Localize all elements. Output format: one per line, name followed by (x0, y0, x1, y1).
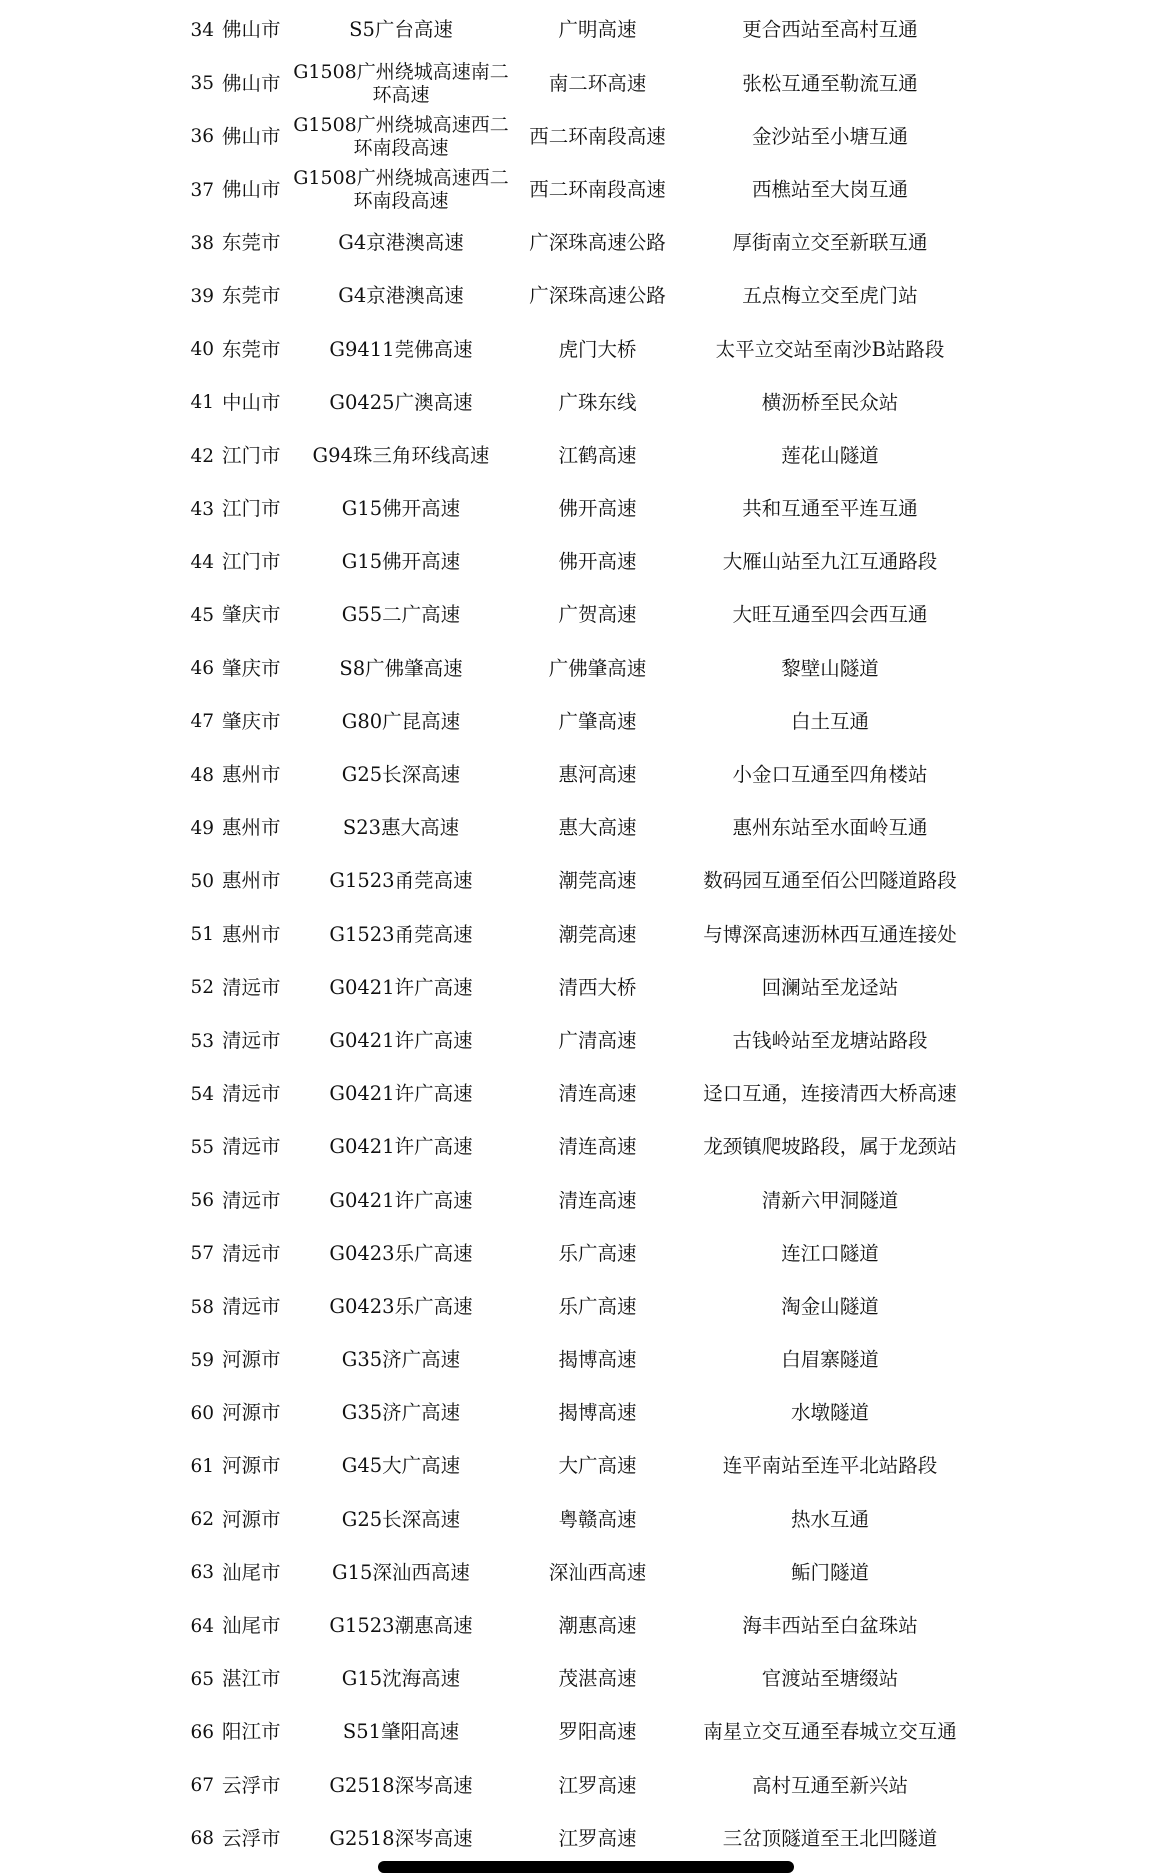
row-number: 59 (190, 1349, 214, 1371)
row-city: 云浮市 (222, 1826, 281, 1850)
row-city: 河源市 (222, 1507, 281, 1531)
row-location: 迳口互通，连接清西大桥高速 (703, 1082, 957, 1106)
row-number: 53 (190, 1030, 214, 1052)
row-city: 清远市 (222, 1188, 281, 1212)
table-row (0, 749, 1170, 802)
table-row (0, 1387, 1170, 1440)
table-row (0, 1121, 1170, 1174)
row-highway: G0421许广高速 (329, 1028, 473, 1052)
row-location: 共和互通至平连互通 (742, 497, 918, 521)
row-number: 66 (190, 1722, 214, 1744)
row-route-name: 广清高速 (558, 1028, 637, 1052)
row-city: 肇庆市 (222, 656, 281, 680)
row-highway: G35济广高速 (341, 1401, 461, 1425)
row-location: 更合西站至高村互通 (742, 18, 918, 42)
row-number: 61 (190, 1456, 214, 1478)
row-location: 大雁山站至九江互通路段 (722, 550, 938, 574)
table-row (0, 695, 1170, 748)
table-row (0, 802, 1170, 855)
row-location: 连平南站至连平北站路段 (722, 1454, 938, 1478)
row-number: 38 (190, 232, 214, 254)
row-route-name: 乐广高速 (558, 1294, 637, 1318)
row-number: 63 (190, 1562, 214, 1584)
row-city: 惠州市 (222, 922, 281, 946)
row-city: 清远市 (222, 1294, 281, 1318)
row-location: 张松互通至勒流互通 (742, 71, 918, 95)
row-highway: G15深汕西高速 (332, 1560, 470, 1584)
row-route-name: 惠河高速 (558, 763, 637, 787)
table-row (0, 642, 1170, 695)
row-city: 河源市 (222, 1348, 281, 1372)
row-city: 惠州市 (222, 763, 281, 787)
table-row (0, 217, 1170, 270)
row-number: 62 (190, 1509, 214, 1531)
row-city: 清远市 (222, 1241, 281, 1265)
table-row (0, 1174, 1170, 1227)
row-number: 49 (190, 817, 214, 839)
row-highway: G0425广澳高速 (329, 390, 473, 414)
row-location: 热水互通 (790, 1507, 869, 1531)
row-location: 鲘门隧道 (790, 1560, 869, 1584)
table-row (0, 1812, 1170, 1865)
table-row (0, 589, 1170, 642)
row-location: 数码园互通至佰公凹隧道路段 (703, 869, 957, 893)
table-row (0, 855, 1170, 908)
row-highway: G1508广州绕城高速西二环南段高速 (293, 166, 509, 213)
table-row (0, 1068, 1170, 1121)
row-route-name: 江罗高速 (558, 1826, 637, 1850)
row-city: 佛山市 (222, 177, 281, 201)
row-route-name: 佛开高速 (558, 550, 637, 574)
row-city: 江门市 (222, 443, 281, 467)
row-location: 厚街南立交至新联互通 (732, 231, 928, 255)
row-highway: G94珠三角环线高速 (312, 443, 490, 467)
row-route-name: 潮惠高速 (558, 1614, 637, 1638)
row-route-name: 清连高速 (558, 1082, 637, 1106)
table-row (0, 376, 1170, 429)
row-highway: G1508广州绕城高速西二环南段高速 (293, 113, 509, 159)
row-highway: G0421许广高速 (329, 1135, 473, 1159)
row-highway: G2518深岑高速 (329, 1773, 473, 1797)
row-route-name: 潮莞高速 (558, 869, 637, 893)
row-highway: G15佛开高速 (341, 497, 461, 521)
table-row (0, 483, 1170, 536)
table-row (0, 1600, 1170, 1653)
row-location: 高村互通至新兴站 (751, 1773, 908, 1797)
row-route-name: 广佛肇高速 (548, 656, 647, 680)
table-row (0, 536, 1170, 589)
row-city: 云浮市 (222, 1773, 281, 1797)
row-highway: S51肇阳高速 (342, 1720, 460, 1744)
row-number: 44 (190, 551, 214, 573)
row-number: 56 (190, 1190, 214, 1212)
row-route-name: 大广高速 (558, 1454, 637, 1478)
row-city: 汕尾市 (222, 1560, 281, 1584)
row-location: 官渡站至塘缀站 (761, 1667, 899, 1691)
row-number: 51 (190, 924, 214, 946)
row-city: 汕尾市 (222, 1614, 281, 1638)
row-location: 惠州东站至水面岭互通 (732, 816, 928, 840)
row-number: 35 (190, 73, 214, 95)
row-route-name: 广深珠高速公路 (529, 231, 666, 255)
row-city: 江门市 (222, 497, 281, 521)
row-city: 河源市 (222, 1454, 281, 1478)
row-route-name: 西二环南段高速 (529, 177, 666, 201)
row-location: 白土互通 (790, 709, 869, 733)
row-number: 42 (190, 445, 214, 467)
row-city: 东莞市 (222, 231, 281, 255)
row-highway: G4京港澳高速 (338, 231, 464, 255)
row-highway: G0421许广高速 (329, 1082, 473, 1106)
row-location: 海丰西站至白盆珠站 (742, 1614, 918, 1638)
row-route-name: 乐广高速 (558, 1241, 637, 1265)
row-highway: G15佛开高速 (341, 550, 461, 574)
row-highway: G45大广高速 (341, 1454, 461, 1478)
row-route-name: 佛开高速 (558, 497, 637, 521)
row-route-name: 深汕西高速 (548, 1560, 647, 1584)
row-number: 64 (190, 1615, 214, 1637)
row-number: 52 (190, 977, 214, 999)
row-route-name: 江鹤高速 (558, 443, 637, 467)
row-highway: G55二广高速 (341, 603, 461, 627)
row-route-name: 惠大高速 (558, 816, 637, 840)
table-row (0, 323, 1170, 376)
row-route-name: 潮莞高速 (558, 922, 637, 946)
row-highway: G4京港澳高速 (338, 284, 464, 308)
row-route-name: 茂湛高速 (558, 1667, 637, 1691)
row-route-name: 罗阳高速 (558, 1720, 637, 1744)
table-row (0, 57, 1170, 110)
table-row (0, 1759, 1170, 1812)
row-location: 水墩隧道 (790, 1401, 869, 1425)
row-location: 与博深高速沥林西互通连接处 (703, 922, 957, 946)
table-row (0, 1706, 1170, 1759)
table-row (0, 1015, 1170, 1068)
table-row (0, 1440, 1170, 1493)
row-location: 连江口隧道 (781, 1241, 879, 1265)
row-number: 48 (190, 764, 214, 786)
table-row (0, 270, 1170, 323)
row-number: 47 (190, 711, 214, 733)
row-number: 39 (190, 285, 214, 307)
row-city: 湛江市 (222, 1667, 281, 1691)
row-city: 佛山市 (222, 18, 281, 42)
row-location: 黎壁山隧道 (781, 656, 879, 680)
row-city: 佛山市 (222, 124, 281, 148)
row-number: 41 (190, 392, 214, 414)
row-location: 大旺互通至四会西互通 (732, 603, 928, 627)
row-city: 肇庆市 (222, 709, 281, 733)
row-route-name: 清连高速 (558, 1135, 637, 1159)
table-row (0, 1546, 1170, 1599)
row-route-name: 揭博高速 (558, 1348, 637, 1372)
row-city: 惠州市 (222, 816, 281, 840)
row-route-name: 清连高速 (558, 1188, 637, 1212)
row-highway: G0423乐广高速 (329, 1241, 473, 1265)
row-location: 莲花山隧道 (781, 443, 879, 467)
row-location: 淘金山隧道 (781, 1294, 879, 1318)
row-number: 36 (190, 126, 214, 148)
row-route-name: 江罗高速 (558, 1773, 637, 1797)
row-highway: G0423乐广高速 (329, 1294, 473, 1318)
row-number: 34 (190, 20, 214, 42)
row-number: 40 (190, 339, 214, 361)
row-location: 南星立交互通至春城立交互通 (703, 1720, 957, 1744)
row-city: 东莞市 (222, 284, 281, 308)
row-city: 清远市 (222, 975, 281, 999)
road-table (0, 4, 1170, 1866)
row-location: 回澜站至龙迳站 (761, 975, 899, 999)
home-indicator-bar[interactable] (378, 1861, 794, 1873)
row-route-name: 清西大桥 (558, 975, 637, 999)
row-route-name: 广明高速 (558, 18, 637, 42)
row-highway: G0421许广高速 (329, 975, 473, 999)
row-highway: G1508广州绕城高速南二环高速 (293, 60, 509, 106)
row-number: 50 (190, 871, 214, 893)
row-city: 惠州市 (222, 869, 281, 893)
row-location: 西樵站至大岗互通 (751, 177, 908, 201)
table-row (0, 4, 1170, 57)
row-highway: G35济广高速 (341, 1348, 461, 1372)
row-location: 三岔顶隧道至王北凹隧道 (722, 1826, 938, 1850)
row-highway: G1523甬莞高速 (329, 869, 473, 893)
row-highway: G9411莞佛高速 (329, 337, 473, 361)
row-location: 太平立交站至南沙B站路段 (715, 337, 945, 361)
row-route-name: 南二环高速 (548, 71, 647, 95)
row-location: 横沥桥至民众站 (761, 390, 899, 414)
row-route-name: 粤赣高速 (558, 1507, 637, 1531)
row-highway: S8广佛肇高速 (339, 656, 463, 680)
table-row (0, 430, 1170, 483)
table-row (0, 961, 1170, 1014)
row-highway: G25长深高速 (341, 763, 461, 787)
row-highway: G1523甬莞高速 (329, 922, 473, 946)
row-highway: G15沈海高速 (341, 1667, 461, 1691)
row-highway: G25长深高速 (341, 1507, 461, 1531)
row-location: 金沙站至小塘互通 (751, 124, 908, 148)
table-row (0, 1493, 1170, 1546)
row-city: 江门市 (222, 550, 281, 574)
row-route-name: 广深珠高速公路 (529, 284, 666, 308)
table-row (0, 908, 1170, 961)
row-number: 65 (190, 1668, 214, 1690)
row-city: 东莞市 (222, 337, 281, 361)
row-number: 60 (190, 1402, 214, 1424)
row-city: 中山市 (222, 390, 281, 414)
row-city: 阳江市 (222, 1720, 281, 1744)
row-number: 67 (190, 1775, 214, 1797)
row-number: 58 (190, 1296, 214, 1318)
row-highway: G0421许广高速 (329, 1188, 473, 1212)
row-number: 43 (190, 498, 214, 520)
row-location: 龙颈镇爬坡路段，属于龙颈站 (703, 1135, 957, 1159)
row-city: 清远市 (222, 1082, 281, 1106)
row-route-name: 揭博高速 (558, 1401, 637, 1425)
row-number: 57 (190, 1243, 214, 1265)
row-city: 肇庆市 (222, 603, 281, 627)
row-location: 白眉寨隧道 (781, 1348, 879, 1372)
row-number: 54 (190, 1083, 214, 1105)
table-row (0, 1227, 1170, 1280)
row-number: 45 (190, 605, 214, 627)
row-route-name: 广贺高速 (558, 603, 637, 627)
row-city: 河源市 (222, 1401, 281, 1425)
row-number: 68 (190, 1828, 214, 1850)
table-row (0, 110, 1170, 163)
row-highway: G1523潮惠高速 (329, 1614, 473, 1638)
row-route-name: 广珠东线 (558, 390, 637, 414)
row-route-name: 广肇高速 (558, 709, 637, 733)
table-row (0, 1334, 1170, 1387)
row-city: 清远市 (222, 1135, 281, 1159)
row-city: 佛山市 (222, 71, 281, 95)
row-location: 五点梅立交至虎门站 (742, 284, 918, 308)
row-highway: S23惠大高速 (342, 816, 460, 840)
row-route-name: 虎门大桥 (558, 337, 637, 361)
row-highway: S5广台高速 (349, 18, 453, 42)
row-highway: G80广昆高速 (341, 709, 461, 733)
row-location: 清新六甲洞隧道 (761, 1188, 899, 1212)
row-location: 古钱岭站至龙塘站路段 (732, 1028, 928, 1052)
row-number: 55 (190, 1136, 214, 1158)
row-highway: G2518深岑高速 (329, 1826, 473, 1850)
row-location: 小金口互通至四角楼站 (732, 763, 928, 787)
row-number: 37 (190, 179, 214, 201)
row-number: 46 (190, 658, 214, 680)
table-row (0, 1653, 1170, 1706)
table-row (0, 1281, 1170, 1334)
row-city: 清远市 (222, 1028, 281, 1052)
row-route-name: 西二环南段高速 (529, 124, 666, 148)
table-row (0, 164, 1170, 217)
